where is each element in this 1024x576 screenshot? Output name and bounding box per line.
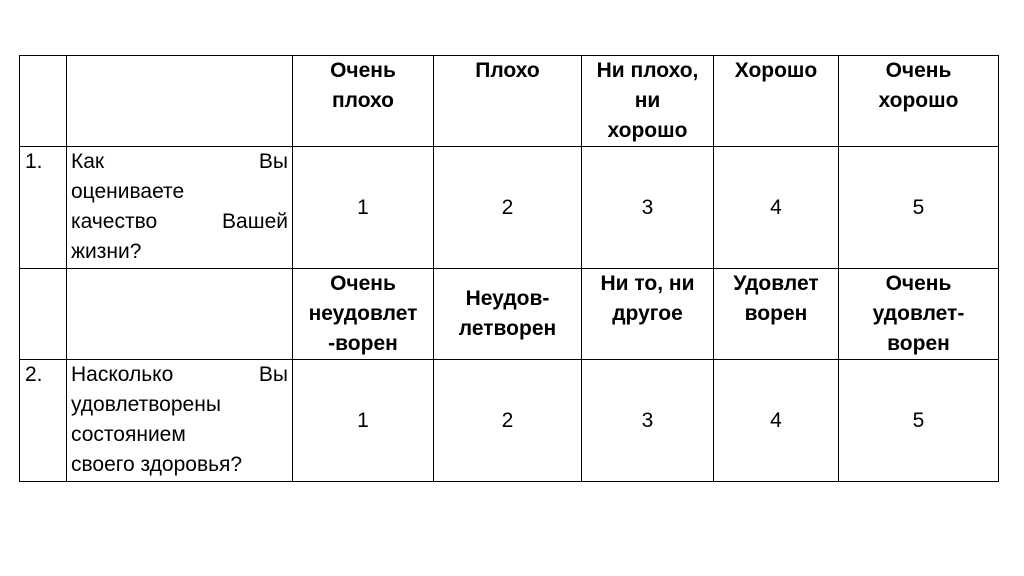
header-text: Неудов-	[465, 287, 550, 310]
option-very-satisfied	[839, 269, 999, 360]
option-good	[714, 56, 839, 147]
empty-cell	[20, 56, 67, 147]
header-text: ни	[634, 89, 661, 112]
question-line: оцениваете	[71, 180, 185, 203]
score-cell[interactable]: 2	[434, 360, 582, 482]
header-text: Очень	[885, 59, 952, 82]
header-text: плохо	[331, 89, 395, 112]
option-unsatisfied	[434, 269, 582, 360]
score-cell[interactable]: 4	[714, 360, 839, 482]
header-text: Очень	[885, 272, 952, 295]
header-text: Очень	[330, 59, 396, 82]
header-row-2	[20, 269, 999, 360]
question-line: своего здоровья?	[71, 453, 243, 476]
question-line: Как Вы	[71, 150, 288, 173]
score-cell[interactable]: 3	[582, 360, 714, 482]
question-number: 2.	[20, 360, 67, 482]
header-text: Удовлет	[733, 272, 819, 295]
score-cell[interactable]: 1	[293, 147, 434, 269]
option-very-good	[839, 56, 999, 147]
header-text: хорошо	[878, 89, 959, 112]
empty-cell	[20, 269, 67, 360]
question-text	[67, 360, 293, 482]
header-text: неудовлет	[308, 302, 418, 325]
option-bad	[434, 56, 582, 147]
option-satisfied	[714, 269, 839, 360]
header-text: Хорошо	[734, 59, 818, 82]
score-cell[interactable]: 5	[839, 360, 999, 482]
header-text: -ворен	[328, 332, 398, 355]
option-neither	[582, 269, 714, 360]
question-number: 1.	[20, 147, 67, 269]
header-text: Очень	[330, 272, 396, 295]
question-line: состоянием	[71, 423, 186, 446]
score-cell[interactable]: 3	[582, 147, 714, 269]
header-text: хорошо	[607, 119, 688, 142]
header-text: Ни плохо,	[596, 59, 699, 82]
question-text	[67, 147, 293, 269]
empty-cell	[67, 56, 293, 147]
header-text: ворен	[744, 302, 808, 325]
option-very-unsatisfied	[293, 269, 434, 360]
question-row-1	[20, 147, 999, 269]
header-text: Ни то, ни	[600, 272, 695, 295]
option-very-bad	[293, 56, 434, 147]
option-neutral	[582, 56, 714, 147]
header-text: другое	[612, 302, 683, 325]
question-line: Насколько Вы	[71, 363, 288, 386]
header-row-1	[20, 56, 999, 147]
question-line: качество Вашей	[71, 210, 288, 233]
survey-table	[19, 55, 999, 482]
score-cell[interactable]: 4	[714, 147, 839, 269]
header-text: летворен	[458, 317, 557, 340]
header-text: ворен	[887, 332, 950, 355]
score-cell[interactable]: 1	[293, 360, 434, 482]
score-cell[interactable]: 5	[839, 147, 999, 269]
score-cell[interactable]: 2	[434, 147, 582, 269]
header-text: удовлет-	[872, 302, 965, 325]
question-line: жизни?	[71, 240, 142, 263]
header-text: Плохо	[475, 59, 540, 82]
empty-cell	[67, 269, 293, 360]
question-line: удовлетворены	[71, 393, 221, 416]
question-row-2	[20, 360, 999, 482]
